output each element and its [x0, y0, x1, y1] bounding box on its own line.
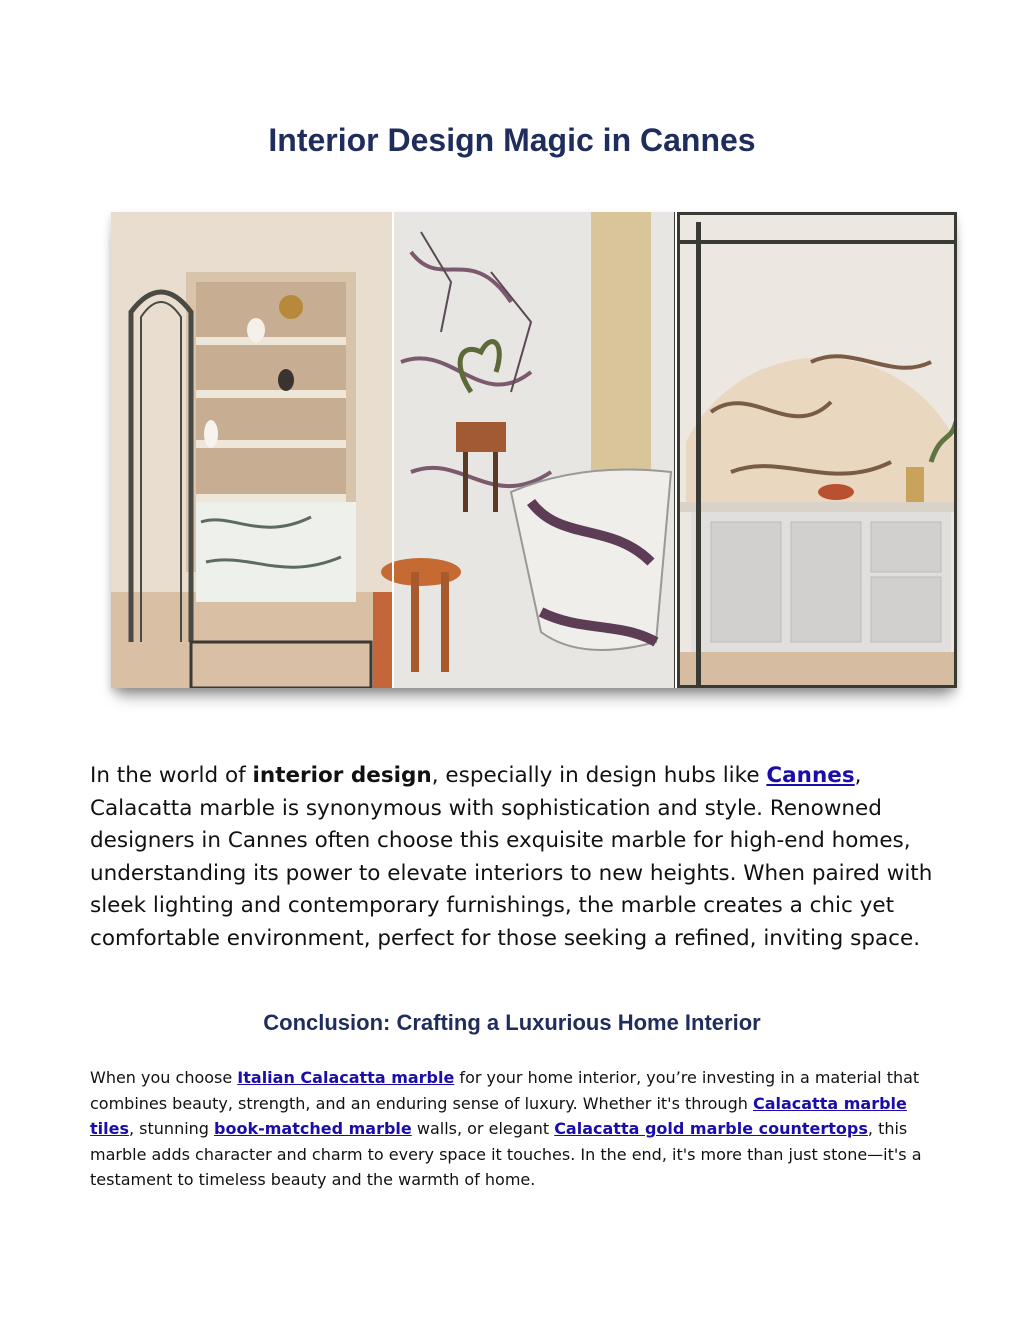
intro-paragraph [90, 760, 940, 955]
text-run: In the world of [90, 763, 253, 788]
text-run: , Calacatta marble is synonymous with sophistication and style. Renowned designers in Cannes often choose this exquisite marble for high-end homes, understanding its power to elevate interiors to new heights. When paired with sleek lighting and contemporary furnishings, the marble creates a chic yet comfortable environment, perfect for those seeking a refined, inviting space. [90, 763, 933, 951]
conclusion-paragraph [90, 1065, 940, 1193]
book-matched-marble-link[interactable]: book-matched marble [214, 1119, 412, 1138]
marble-kitchen-arch-photo [677, 212, 957, 688]
bold-interior-design: interior design [252, 763, 432, 788]
text-run: for your home interior, you’re investing in a material that combines beauty, strength, and an enduring sense of luxury. Whether it's through [90, 1068, 920, 1113]
text-run: , this marble adds character and charm to every space it touches. In the end, it's more than just stone—it's a testament to timeless beauty and the warmth of home. [90, 1119, 922, 1189]
text-run: walls, or elegant [411, 1119, 555, 1138]
marble-shelving-room-photo [111, 212, 393, 688]
calacatta-marble-tiles-link[interactable]: Calacatta marble tiles [90, 1093, 907, 1138]
text-run: , especially in design hubs like [431, 763, 767, 788]
calacatta-gold-countertops-link[interactable]: Calacatta gold marble countertops [554, 1119, 868, 1138]
italian-calacatta-marble-link[interactable]: Italian Calacatta marble [237, 1068, 455, 1087]
text-run: , stunning [129, 1119, 215, 1138]
page-title: Interior Design Magic in Cannes [268, 122, 756, 158]
conclusion-heading: Conclusion: Crafting a Luxurious Home Interior [263, 1010, 761, 1035]
cannes-link[interactable]: Cannes [766, 763, 855, 788]
text-run: When you choose [90, 1068, 238, 1087]
interior-photo-collage [111, 212, 957, 688]
marble-bathtub-photo [381, 212, 676, 688]
